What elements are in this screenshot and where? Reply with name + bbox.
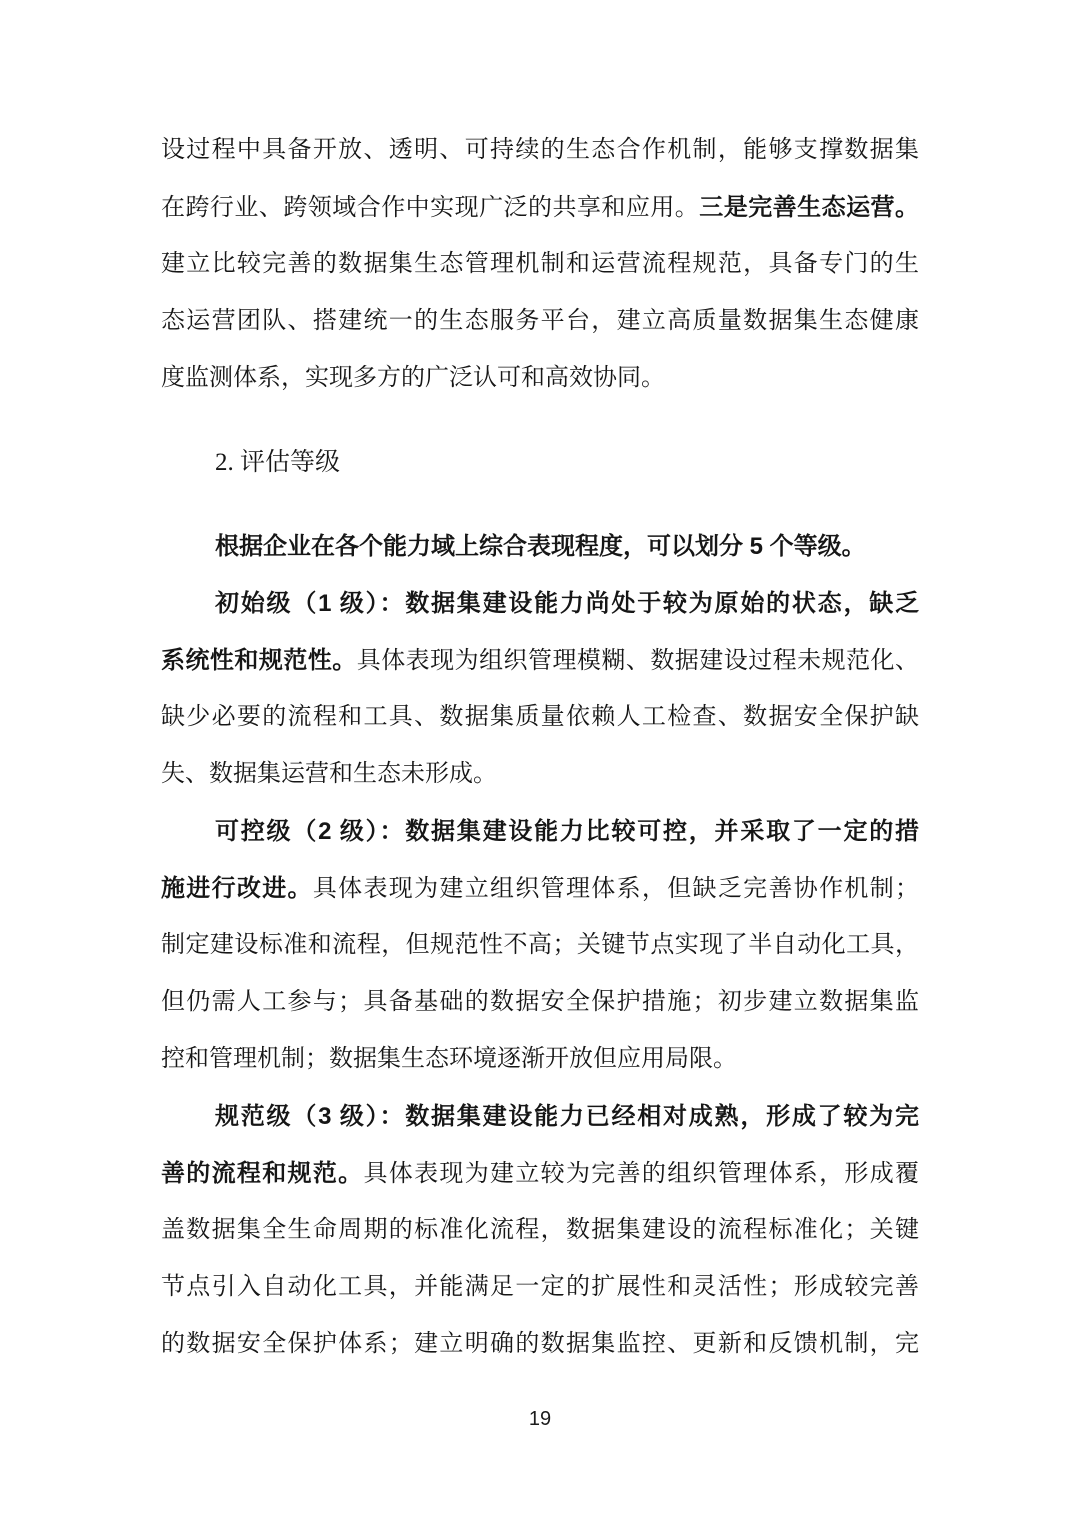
text-segment: 设过程中具备开放、透明、可持续的生态合作机制，能够支撑数据集 [161, 137, 919, 163]
text-segment: 但仍需人工参与；具备基础的数据安全保护措施；初步建立数据集监 [161, 989, 919, 1015]
text-line [161, 350, 919, 407]
text-line [161, 236, 919, 293]
text-line [161, 1088, 919, 1145]
bold-text-segment: 三是完善生态运营。 [699, 194, 919, 221]
text-line [161, 803, 919, 860]
text-line [161, 1202, 919, 1259]
text-line [161, 1316, 919, 1373]
paragraph [161, 575, 919, 803]
text-line [161, 575, 919, 632]
text-segment: 在跨行业、跨领域合作中实现广泛的共享和应用。 [161, 195, 700, 221]
text-line [161, 122, 919, 179]
text-segment: 缺少必要的流程和工具、数据集质量依赖人工检查、数据安全保护缺 [161, 704, 919, 730]
paragraph [161, 803, 919, 1088]
text-segment: 具体表现为建立较为完善的组织管理体系，形成覆 [363, 1161, 919, 1187]
text-line [161, 1031, 919, 1088]
bold-text-segment: 根据企业在各个能力域上综合表现程度，可以划分 5 个等级。 [215, 533, 866, 560]
page-number: 19 [528, 1408, 552, 1430]
document-content [161, 122, 919, 1373]
text-segment: 的数据安全保护体系；建立明确的数据集监控、更新和反馈机制，完 [161, 1331, 919, 1357]
bold-text-segment: 可控级（2 级）：数据集建设能力比较可控，并采取了一定的措 [215, 818, 919, 845]
bold-text-segment: 系统性和规范性。 [161, 647, 357, 674]
bold-text-segment: 规范级（3 级）：数据集建设能力已经相对成熟，形成了较为完 [215, 1103, 919, 1130]
text-segment: 节点引入自动化工具，并能满足一定的扩展性和灵活性；形成较完善 [161, 1274, 919, 1300]
paragraph [161, 1088, 919, 1373]
text-line [161, 632, 919, 689]
text-segment: 度监测体系，实现多方的广泛认可和高效协同。 [161, 365, 665, 391]
bold-text-segment: 初始级（1 级）：数据集建设能力尚处于较为原始的状态，缺乏 [215, 590, 919, 617]
text-line [161, 746, 919, 803]
text-segment: 控和管理机制；数据集生态环境逐渐开放但应用局限。 [161, 1046, 737, 1072]
section-heading: 2. 评估等级 [215, 449, 341, 476]
text-segment: 具体表现为组织管理模糊、数据建设过程未规范化、 [356, 648, 919, 674]
text-line [161, 1145, 919, 1202]
text-line [161, 293, 919, 350]
paragraph [161, 122, 919, 407]
text-line [161, 974, 919, 1031]
text-segment: 具体表现为建立组织管理体系，但缺乏完善协作机制； [312, 876, 919, 902]
paragraph [161, 518, 919, 575]
text-line [161, 1259, 919, 1316]
text-line [161, 917, 919, 974]
text-segment: 失、数据集运营和生态未形成。 [161, 761, 497, 787]
text-line [161, 518, 919, 575]
text-segment: 制定建设标准和流程，但规范性不高；关键节点实现了半自动化工具， [161, 932, 919, 958]
bold-text-segment: 施进行改进。 [161, 875, 313, 902]
text-line [161, 179, 919, 236]
text-segment: 态运营团队、搭建统一的生态服务平台，建立高质量数据集生态健康 [161, 308, 919, 334]
text-line [161, 689, 919, 746]
text-segment: 盖数据集全生命周期的标准化流程，数据集建设的流程标准化；关键 [161, 1217, 919, 1243]
text-segment: 建立比较完善的数据集生态管理机制和运营流程规范，具备专门的生 [161, 251, 919, 277]
text-line [161, 860, 919, 917]
bold-text-segment: 善的流程和规范。 [161, 1160, 364, 1187]
